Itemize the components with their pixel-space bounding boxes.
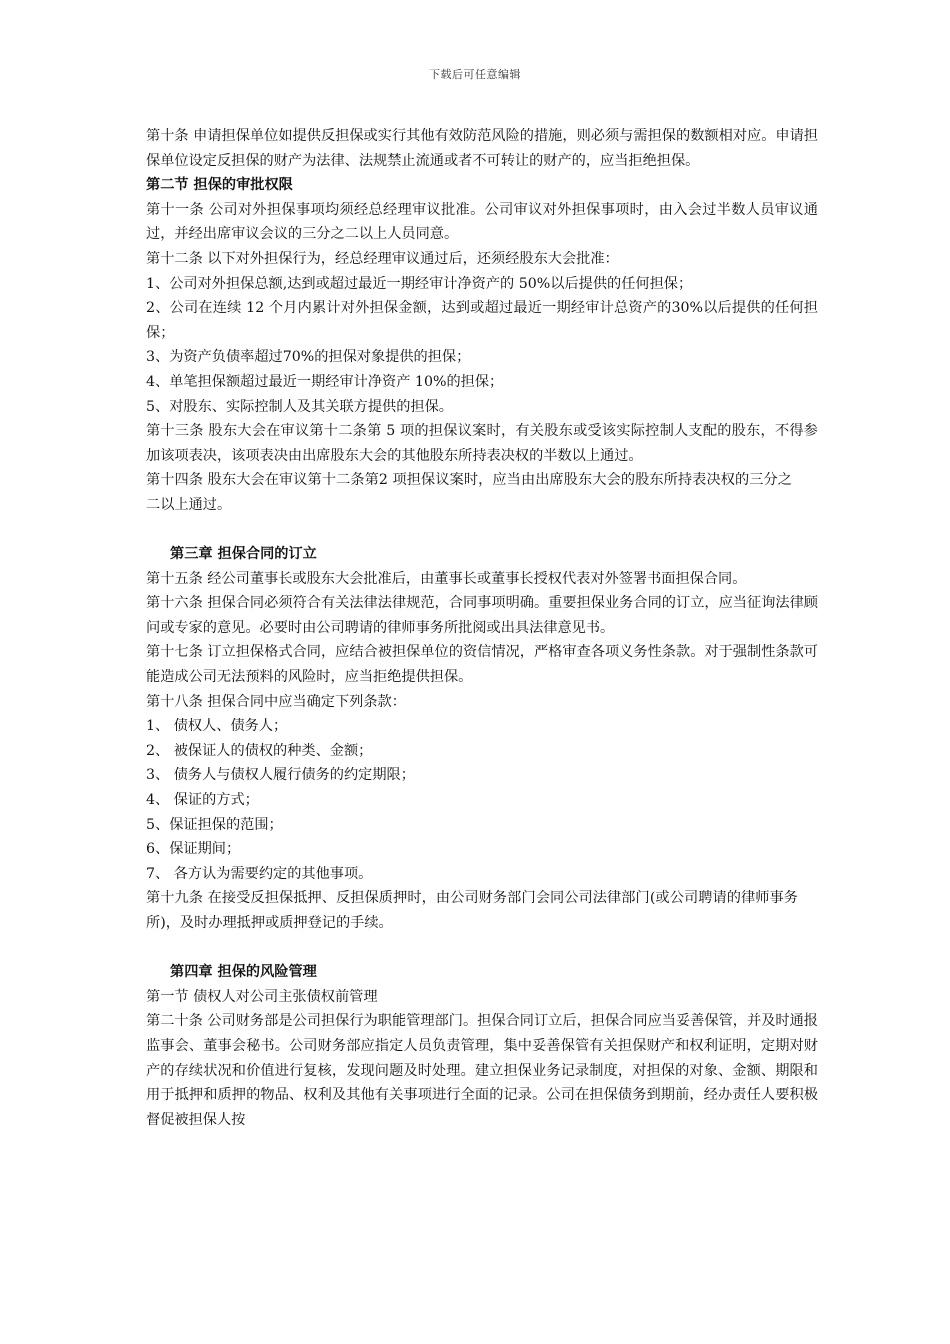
document-body <box>146 124 818 1132</box>
article-11: 第十一条 公司对外担保事项均须经总经理审议批准。公司审议对外担保事项时，由入会过半数人员审议通过，并经出席审议会议的三分之二以上人员同意。 <box>146 201 818 243</box>
article-18-item-1: 1、 债权人、债务人； <box>146 718 288 735</box>
article-16: 第十六条 担保合同必须符合有关法律法律规范，合同事项明确。重要担保业务合同的订立，应当征询法律顾问或专家的意见。必要时由公司聘请的律师事务所批阅或出具法律意见书。 <box>146 595 818 636</box>
article-15: 第十五条 经公司董事长或股东大会批准后，由董事长或董事长授权代表对外签署书面担保合同。 <box>146 570 747 587</box>
article-20: 第二十条 公司财务部是公司担保行为职能管理部门。担保合同订立后，担保合同应当妥善保管，并及时通报监事会、董事会秘书。公司财务部应指定人员负责管理，集中妥善保管有关担保财产和权利证明，定期对财产的存续状况和价值进行复核，发现问题及时处理。建立担保业务记录制度，对担保的对象、金额、期限和用于抵押和质押的物品、权利及其他有关事项进行全面的记录。公司在担保债务到期前，经办责任人要积极督促被担保人按 <box>146 1013 818 1128</box>
spacer <box>146 936 818 961</box>
article-12-item-2: 2、公司在连续 12 个月内累计对外担保金额，达到或超过最近一期经审计总资产的30%以后提供的任何担保； <box>146 300 818 341</box>
article-18-item-3: 3、 债务人与债权人履行债务的约定期限； <box>146 767 415 784</box>
article-13: 第十三条 股东大会在审议第十二条第 5 项的担保议案时，有关股东或受该实际控制人支配的股东，不得参加该项表决，该项表决由出席股东大会的其他股东所持表决权的半数以上通过。 <box>146 423 818 464</box>
article-14: 第十四条 股东大会在审议第十二条第2 项担保议案时，应当由出席股东大会的股东所持表决权的三分之二以上通过。 <box>146 472 792 513</box>
article-19: 第十九条 在接受反担保抵押、反担保质押时，由公司财务部门会同公司法律部门(或公司聘请的律师事务所)，及时办理抵押或质押登记的手续。 <box>146 890 798 931</box>
article-17: 第十七条 订立担保格式合同，应结合被担保单位的资信情况，严格审查各项义务性条款。对于强制性条款可能造成公司无法预料的风险时，应当拒绝提供担保。 <box>146 644 818 686</box>
chapter-3-title: 第三章 担保合同的订立 <box>170 546 317 563</box>
spacer <box>146 518 818 543</box>
article-10: 第十条 申请担保单位如提供反担保或实行其他有效防范风险的措施，则必须与需担保的数额相对应。申请担保单位设定反担保的财产为法律、法规禁止流通或者不可转让的财产的，应当拒绝担保。 <box>146 128 818 169</box>
article-18: 第十八条 担保合同中应当确定下列条款： <box>146 693 406 710</box>
article-18-item-4: 4、 保证的方式； <box>146 792 259 809</box>
article-12-item-1: 1、公司对外担保总额,达到或超过最近一期经审计净资产的 50%以后提供的任何担保； <box>146 275 693 292</box>
article-18-item-5: 5、保证担保的范围； <box>146 816 283 833</box>
article-12-item-3: 3、为资产负债率超过70%的担保对象提供的担保； <box>146 349 471 366</box>
article-12-item-4: 4、单笔担保额超过最近一期经审计净资产 10%的担保； <box>146 373 504 390</box>
chapter-4-title: 第四章 担保的风险管理 <box>170 964 317 981</box>
article-12-item-5: 5、对股东、实际控制人及其关联方提供的担保。 <box>146 398 453 415</box>
section-1-title: 第一节 债权人对公司主张债权前管理 <box>146 988 378 1005</box>
section-2-title: 第二节 担保的审批权限 <box>146 177 293 194</box>
article-12: 第十二条 以下对外担保行为，经总经理审议通过后，还须经股东大会批准： <box>146 250 619 267</box>
page-header-note: 下载后可任意编辑 <box>429 68 521 81</box>
article-18-item-7: 7、 各方认为需要约定的其他事项。 <box>146 865 373 882</box>
article-18-item-6: 6、保证期间； <box>146 841 241 858</box>
article-18-item-2: 2、 被保证人的债权的种类、金额； <box>146 742 373 759</box>
